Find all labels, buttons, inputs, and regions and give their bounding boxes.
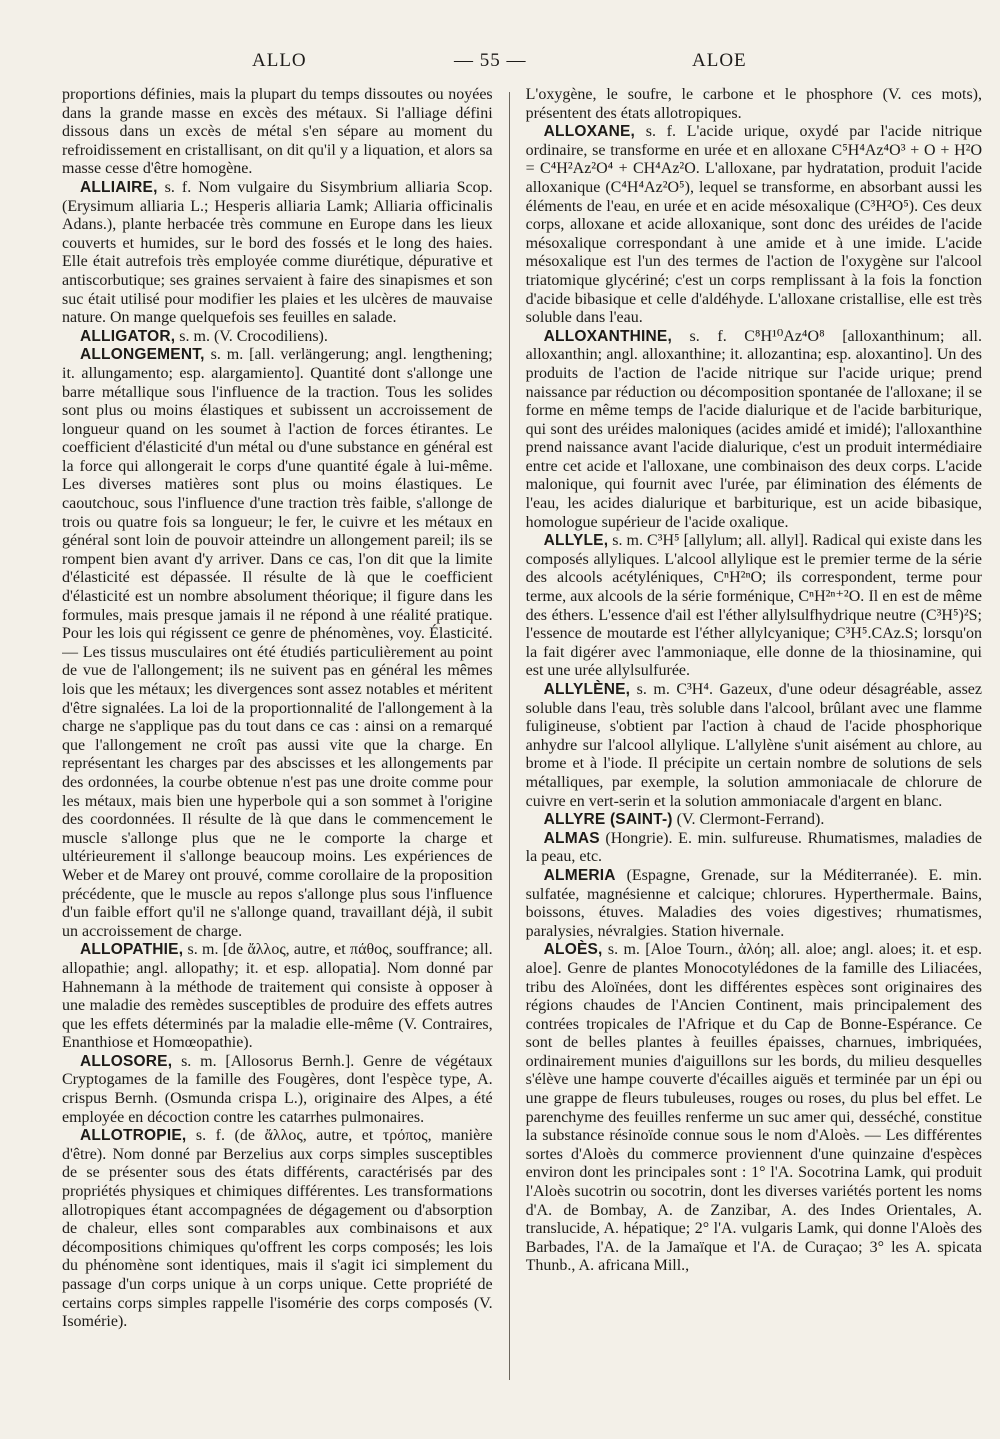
- entry-paragraph: ALLOXANE, s. f. L'acide urique, oxydé par l'acide nitrique ordinaire, se transforme en urée et en alloxane C⁵H⁴Az⁴O³ + O + H²O = C⁴H²Az²O⁴ + CH⁴Az²O. L'alloxane, par hydratation, produit l'acide alloxanique (C⁴H⁴Az²O⁵), lequel se transforme, en absorbant aussi les éléments de l'eau, en urée et en acide mésoxalique (C³H²O⁵). Ces deux corps, alloxane et acide alloxanique, sont donc des uréides de l'acide mésoxalique correspondant à une amide et à une imide. L'acide mésoxalique est l'un des termes de l'action de l'oxygène sur l'alcool triatomique glycériné; c'est un corps remplissant à la fois la fonction d'acide bibasique et celle d'aldéhyde. L'alloxane cristallise, elle est très soluble dans l'eau.: [525, 123, 982, 327]
- page-number: — 55 —: [454, 50, 527, 71]
- entry-paragraph: ALLIAIRE, s. f. Nom vulgaire du Sisymbrium alliaria Scop. (Erysimum alliaria L.; Hesperis alliaria Lamk; Alliaria officinalis Adans.), plante herbacée très commune en Europe dans les lieux couverts et humides, sur le bord des fossés et le long des haies. Elle était autrefois très employée comme diurétique, dépurative et antiscorbutique; ses graines servaient à faire des sinapismes et son suc était utilisé pour modifier les plaies et les ulcères de mauvaise nature. On mange quelquefois ses feuilles en salade.: [62, 178, 493, 327]
- running-header: [52, 50, 982, 80]
- entry-paragraph: ALMAS (Hongrie). E. min. sulfureuse. Rhumatismes, maladies de la peau, etc.: [525, 829, 982, 866]
- entry-paragraph: ALLYLE, s. m. C³H⁵ [allylum; all. allyl]. Radical qui existe dans les composés allyliques. L'alcool allylique est le premier terme de la série des alcools acétyléniques, CⁿH²ⁿO; ils correspondent, terme pour terme, aux alcools de la série forménique, CⁿH²ⁿ⁺²O. Il en est de même des éthers. L'essence d'ail est l'éther allylsulfhydrique neutre (C³H⁵)²S; l'essence de moutarde est l'éther allylcyanique; C³H⁵.CAz.S; lorsqu'on la fait digérer avec l'ammoniaque, elle donne de la thiosinamine, qui est une urée allylsulfurée.: [525, 532, 982, 680]
- entry-paragraph: ALLONGEMENT, s. m. [all. verlängerung; angl. lengthening; it. allungamento; esp. alargamiento]. Quantité dont s'allonge une barre métallique sous l'influence de la traction. Tous les solides sont plus ou moins élastiques et subissent un accroissement de longueur quand on les soumet à l'action de forces étirantes. Le coefficient d'élasticité d'un métal ou d'une substance en général est la force qui allongerait le corps d'une quantité égale à lui-même. Les diverses matières sont plus ou moins élastiques. Le caoutchouc, sous l'influence d'une traction très faible, s'allonge de trois ou quatre fois sa longueur; le fer, le cuivre et les métaux en général sont loin de pouvoir atteindre un allongement pareil; ils se rompent bien avant d'y arriver. Dans ce cas, l'on dit que la limite d'élasticité est dépassée. Il résulte de là que le coefficient d'élasticité est un nombre absolument théorique; il figure dans les formules, mais presque jamais il ne répond à une réalité pratique. Pour les lois qui régissent ce genre de phénomènes, voy. Élasticité. — Les tissus musculaires ont été étudiés particulièrement au point de vue de l'allongement; ils ne suivent pas en général les mêmes lois que les métaux; les divergences sont assez notables et méritent d'être signalées. La loi de la proportionnalité de l'allongement à la charge ne s'applique pas du tout dans ce cas : ainsi on a remarqué que l'allongement ne croît pas aussi vite que la charge. En représentant les charges par des abscisses et les allongements par des ordonnées, la courbe obtenue n'est pas une droite comme pour les métaux, mais bien une hyperbole qui a son sommet à l'origine des coordonnées. Il résulte de là que dans le commencement le muscle s'allonge plus que ne le comporte la charge et ultérieurement il s'allonge beaucoup moins. Les expériences de Weber et de Marey ont prouvé, comme corollaire de la proposition précédente, que le muscle au repos s'allonge plus sous l'influence d'un faible effort qu'il ne s'allonge quand, travaillant déjà, il subit un accroissement de charge.: [62, 346, 493, 940]
- text-columns: [62, 86, 982, 1406]
- entry-paragraph: ALLYLÈNE, s. m. C³H⁴. Gazeux, d'une odeur désagréable, assez soluble dans l'eau, très soluble dans l'alcool, brûlant avec une flamme fuligineuse, s'obtient par l'action à chaud de l'acide phosphorique anhydre sur l'alcool allylique. L'allylène s'unit aisément au chlore, au brome et à l'iode. Il précipite un certain nombre de solutions de sels métalliques, par exemple, la solution ammoniacale de chlorure de cuivre en vert-serin et la solution ammoniacale d'argent en blanc.: [525, 681, 982, 810]
- entry-paragraph: ALLOSORE, s. m. [Allosorus Bernh.]. Genre de végétaux Cryptogames de la famille des Fougères, dont l'espèce type, A. crispus Bernh. (Osmunda crispa L.), originaire des Alpes, a été employée en décoction contre les catarrhes pulmonaires.: [62, 1052, 493, 1126]
- entry-paragraph: ALMERIA (Espagne, Grenade, sur la Méditerranée). E. min. sulfatée, magnésienne et calcique; chlorures. Hyperthermale. Bains, boissons, étuves. Maladies des voies digestives; rhumatismes, paralysies, névralgies. Station hivernale.: [525, 866, 982, 940]
- right-column: [526, 86, 982, 1406]
- entry-paragraph: ALOÈS, s. m. [Aloe Tourn., ἀλόη; all. aloe; angl. aloes; it. et esp. aloe]. Genre de plantes Monocotylédones de la famille des Liliacées, tribu des Aloïnées, dont les différentes espèces sont originaires des régions chaudes de l'Ancien Continent, mais principalement des contrées tropicales de l'Afrique et du Cap de Bonne-Espérance. Ce sont de belles plantes à feuilles épaisses, charnues, imbriquées, ordinairement munies d'aiguillons sur les bords, du milieu desquelles s'élève une hampe couverte d'écailles aiguës et terminée par un épi ou une grappe de fleurs tubuleuses, rouges ou roses, du plus bel effet. Le parenchyme des feuilles renferme un suc amer qui, desséché, constitue la substance résinoïde connue sous le nom d'Aloès. — Les différentes sortes d'Aloès du commerce proviennent d'une quinzaine d'espèces environ dont les principales sont : 1° l'A. Socotrina Lamk, qui produit l'Aloès sucotrin ou socotrin, dont les diverses variétés portent les noms d'A. de Bombay, A. de Zanzibar, A. des Indes Orientales, A. translucide, A. hépatique; 2° l'A. vulgaris Lamk, qui donne l'Aloès des Barbades, l'A. de la Jamaïque et l'A. de Curaçao; 3° les A. spicata Thunb., A. africana Mill.,: [525, 941, 982, 1275]
- entry-paragraph: ALLOXANTHINE, s. f. C⁸H¹⁰Az⁴O⁸ [alloxanthinum; all. alloxanthin; angl. alloxanthine; it. allozantina; esp. aloxantino]. Un des produits de l'action de l'acide nitrique sur l'acide urique; prend naissance par réduction ou décomposition spontanée de l'alloxane; il se forme en même temps de l'acide dialurique et de l'acide barbiturique, qui sont des uréides maloniques (acides amidé et imidé); l'alloxanthine prend naissance avant l'acide dialurique, c'est un produit intermédiaire entre cet acide et l'alloxane, une combinaison des deux corps. L'acide malonique, qui fournit avec l'urée, par élimination des éléments de l'eau, les acides dialurique et barbiturique, est un acide bibasique, homologue supérieur de l'acide oxalique.: [525, 327, 982, 531]
- entry-paragraph: ALLIGATOR, s. m. (V. Crocodiliens).: [80, 327, 328, 345]
- entry-paragraph: ALLYRE (SAINT-) (V. Clermont-Ferrand).: [543, 811, 825, 829]
- entry-paragraph: proportions définies, mais la plupart du temps dissoutes ou noyées dans la grande masse en excès des métaux. Si l'alliage défini dissous dans un excès de métal s'en sépare au moment du refroidissement en cristallisant, on dit qu'il y a liquation, et alors sa masse cesse d'être homogène.: [62, 86, 493, 178]
- header-left-guideword: ALLO: [252, 50, 307, 71]
- entry-paragraph: L'oxygène, le soufre, le carbone et le phosphore (V. ces mots), présentent des états allotropiques.: [525, 86, 982, 122]
- column-rule: [509, 92, 510, 1380]
- entry-paragraph: ALLOTROPIE, s. f. (de ἄλλος, autre, et τρόπος, manière d'être). Nom donné par Berzelius aux corps simples susceptibles de se présenter sous des états différents, caractérisés par des propriétés physiques et chimiques différentes. Les transformations allotropiques étant accompagnées de dégagement ou d'absorption de chaleur, elles sont comparables aux combinaisons et aux décompositions chimiques qu'offrent les corps composés; les lois du phénomène sont identiques, mais il s'agit ici simplement du passage d'un corps unique à un corps unique. Cette propriété de certains corps simples rappelle l'isomérie des corps composés (V. Isomérie).: [62, 1127, 493, 1331]
- header-right-guideword: ALOE: [692, 50, 747, 71]
- entry-paragraph: ALLOPATHIE, s. m. [de ἄλλος, autre, et πάθος, souffrance; all. allopathie; angl. allopathy; it. et esp. allopatia]. Nom donné par Hahnemann à la méthode de traitement qui consiste à opposer à une maladie des remèdes susceptibles de produire des effets autres que les effets déterminés par la maladie elle-même (V. Contraires, Enanthiose et Homœopathie).: [62, 941, 493, 1052]
- left-column: [62, 86, 493, 1406]
